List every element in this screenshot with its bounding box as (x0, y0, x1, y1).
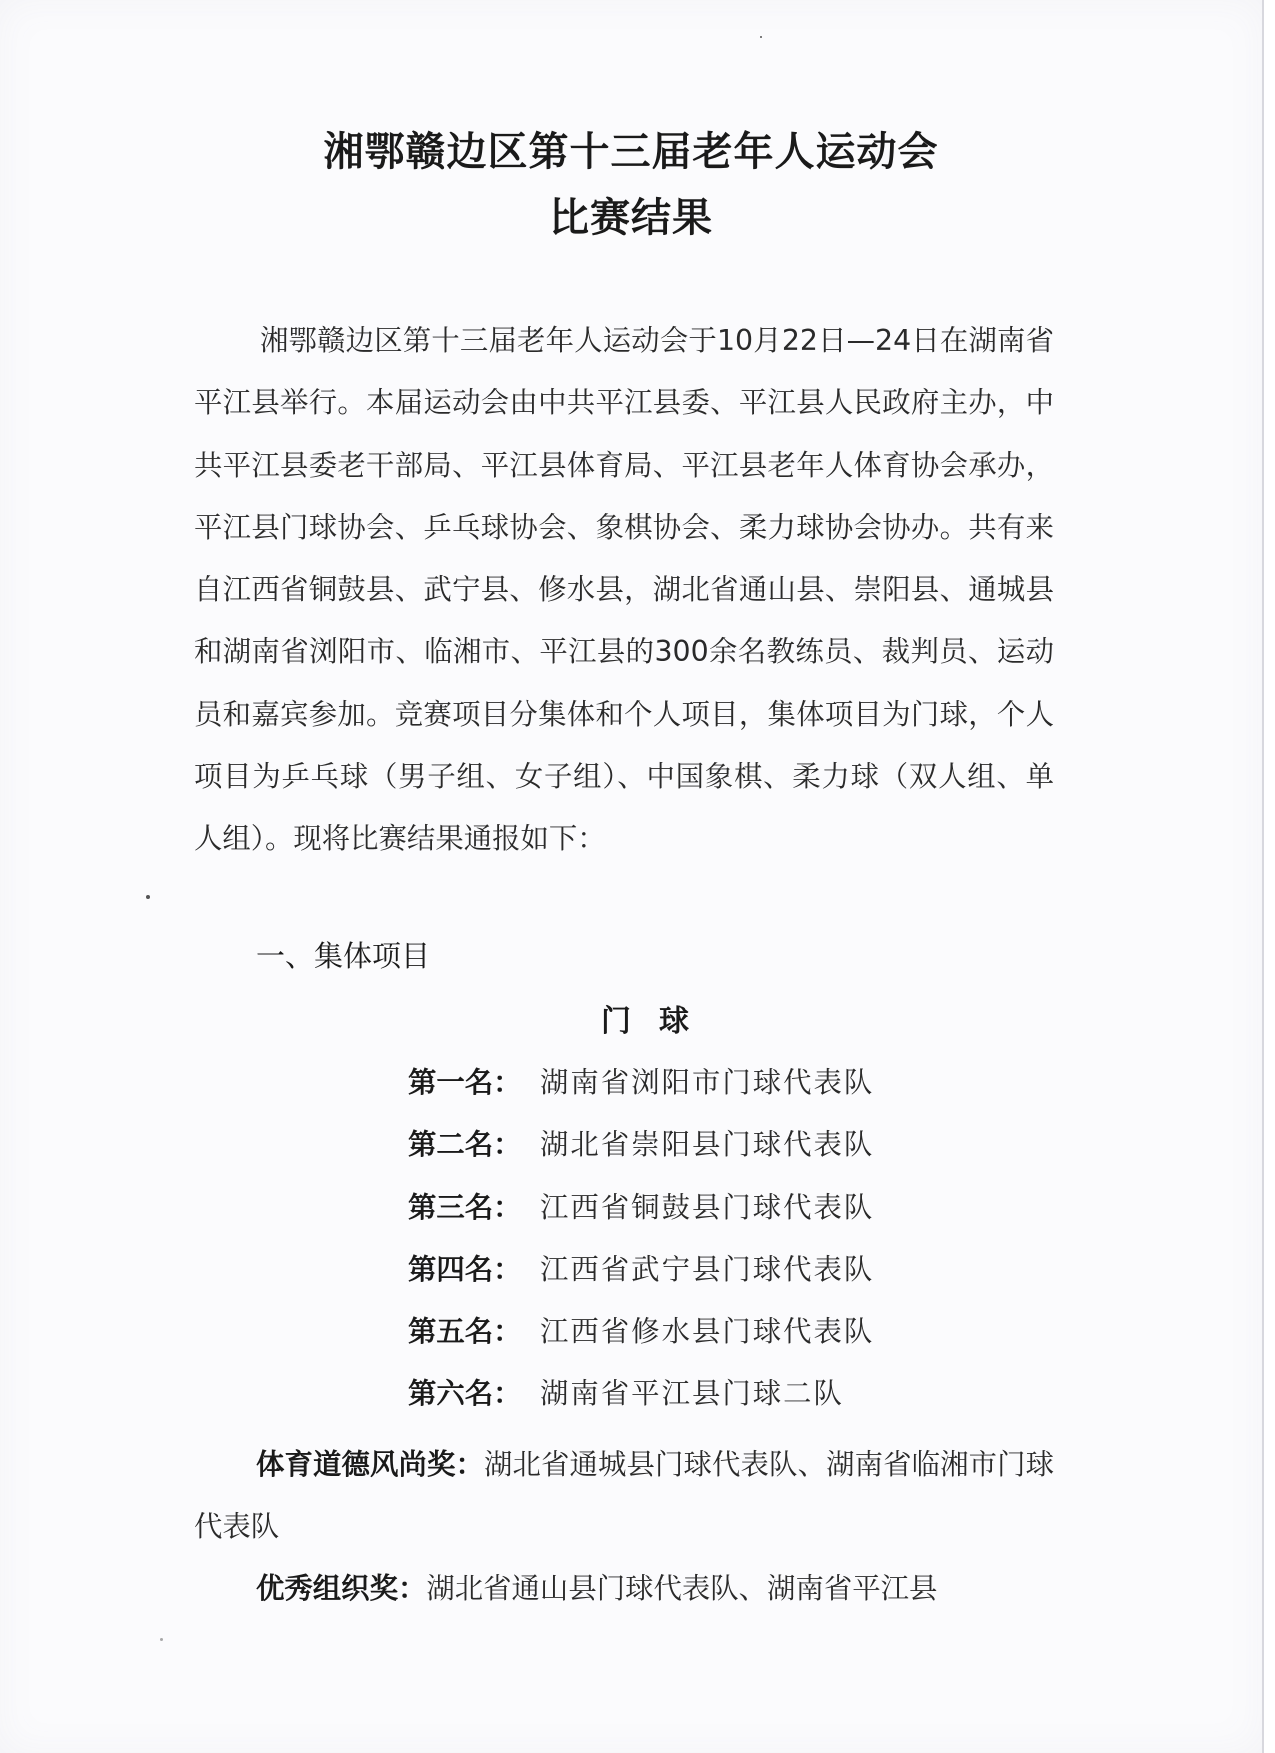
rank-team: 湖南省浏阳市门球代表队 (540, 1066, 875, 1099)
sportsmanship-award-text: 湖北省通城县门球代表队、湖南省临湘市门球代表队 (194, 1448, 1054, 1544)
ranking-row (408, 1052, 874, 1114)
rank-team: 湖北省崇阳县门球代表队 (540, 1128, 875, 1162)
ranking-list (408, 1052, 874, 1426)
section-heading: 一、集体项目 (256, 939, 431, 973)
organization-award-text: 湖北省通山县门球代表队、湖南省平江县 (426, 1572, 938, 1605)
document-title-line1: 湘鄂赣边区第十三届老年人运动会 (323, 128, 939, 175)
rank-team: 湖南省平江县门球二队 (540, 1377, 844, 1411)
rank-label: 第三名： (408, 1190, 522, 1224)
ranking-row (408, 1239, 874, 1301)
rank-team: 江西省武宁县门球代表队 (540, 1252, 875, 1286)
rank-label: 第五名： (408, 1315, 522, 1349)
sportsmanship-award-label: 体育道德风尚奖： (256, 1448, 485, 1481)
event-title: 门球 (601, 1004, 717, 1039)
ranking-row (408, 1301, 874, 1363)
intro-paragraph: 湘鄂赣边区第十三届老年人运动会于10月22日—24日在湖南省平江县举行。本届运动会由中共平江县委、平江县人民政府主办，中共平江县委老干部局、平江县体育局、平江县老年人体育协会承办，平江县门球协会、乒乓球协会、象棋协会、柔力球协会协办。共有来自江西省铜鼓县、武宁县、修水县，湖北省通山县、崇阳县、通城县和湖南省浏阳市、临湘市、平江县的300余名教练员、裁判员、运动员和嘉宾参加。竞赛项目分集体和个人项目，集体项目为门球，个人项目为乒乓球（男子组、女子组）、中国象棋、柔力球（双人组、单人组）。现将比赛结果通报如下： (194, 324, 1054, 856)
document-title-line2: 比赛结果 (549, 194, 713, 241)
rank-label: 第四名： (408, 1252, 522, 1286)
scan-speck (760, 36, 762, 38)
scan-speck (160, 1638, 163, 1641)
organization-award-label: 优秀组织奖： (256, 1572, 427, 1605)
rank-team: 江西省铜鼓县门球代表队 (540, 1190, 875, 1224)
rank-team: 江西省修水县门球代表队 (540, 1315, 875, 1349)
sportsmanship-award (194, 1434, 1054, 1559)
organization-award (194, 1558, 1054, 1620)
ranking-row (408, 1114, 874, 1176)
rank-label: 第六名： (408, 1377, 522, 1411)
ranking-row (408, 1363, 874, 1425)
rank-label: 第二名： (408, 1128, 522, 1162)
ranking-row (408, 1177, 874, 1239)
rank-label: 第一名： (408, 1066, 522, 1099)
scan-speck (146, 895, 150, 899)
